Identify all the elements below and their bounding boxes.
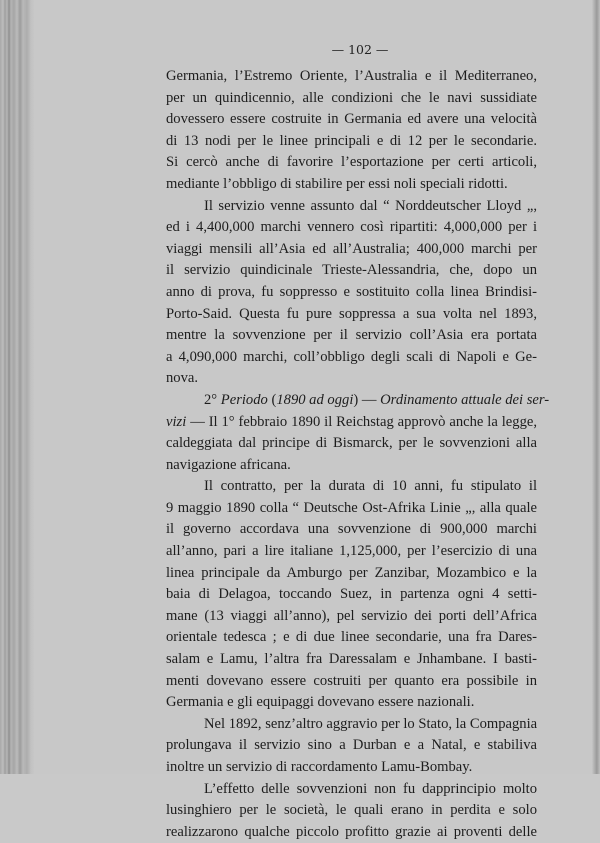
text-line: mane (13 viaggi all’anno), pel servizio dei porti dell’Africa bbox=[166, 607, 537, 624]
body-text bbox=[166, 66, 550, 843]
text-line: prolungava il servizio sino a Durban e a Natal, e stabiliva bbox=[166, 737, 537, 754]
heading-number: 2° bbox=[204, 391, 221, 408]
text-line: baia di Delagoa, toccando Suez, in partenza ogni 4 setti- bbox=[166, 586, 537, 603]
text-line: il servizio quindicinale Trieste-Alessandria, che, dopo un bbox=[166, 262, 537, 279]
page-edge bbox=[592, 0, 600, 774]
text-line: dovessero essere costruite in Germania ed avere una velocità bbox=[166, 111, 537, 128]
text-line: a 4,090,000 marchi, coll’obbligo degli scali di Napoli e Ge- bbox=[166, 348, 537, 365]
text-line: linea principale da Amburgo per Zanzibar, Mozambico e la bbox=[166, 564, 537, 581]
heading-title: Ordinamento attuale dei ser- bbox=[380, 391, 550, 408]
text-line: il governo accordava una sovvenzione di 900,000 marchi bbox=[166, 521, 537, 538]
text-line: di 13 nodi per le linee principali e di 12 per le secondarie. bbox=[166, 132, 537, 149]
text-line: per un quindicennio, alle condizioni che le navi sussidiate bbox=[166, 89, 537, 106]
heading-dates: 1890 ad oggi bbox=[276, 391, 354, 408]
heading-paren-close: ) — bbox=[353, 391, 381, 408]
text-line: realizzarono qualche piccolo profitto grazie ai proventi delle bbox=[166, 823, 537, 840]
heading-period: Periodo bbox=[220, 391, 268, 408]
text-line: orientale tedesca ; e di due linee secondarie, una fra Dares- bbox=[166, 629, 537, 646]
text-line: ed i 4,400,000 marchi vennero così ripartiti: 4,000,000 per i bbox=[166, 219, 537, 236]
text-line: anno di prova, fu soppresso e sostituito colla linea Brindisi- bbox=[166, 283, 537, 300]
text-line: salam e Lamu, l’altra fra Daressalam e Jnhambane. I basti- bbox=[166, 651, 537, 668]
text-line-rest: — Il 1° febbraio 1890 il Reichstag approvò anche la legge, bbox=[186, 413, 537, 430]
text-line: lusinghiero per le società, le quali erano in perdita e solo bbox=[166, 802, 537, 819]
text-line bbox=[166, 412, 537, 434]
text-line: inoltre un servizio di raccordamento Lamu-Bombay. bbox=[166, 759, 473, 775]
text-line: navigazione africana. bbox=[166, 456, 291, 473]
text-line: mentre la sovvenzione per il servizio coll’Asia era portata bbox=[166, 327, 537, 344]
text-line: nova. bbox=[166, 370, 199, 387]
text-line: all’anno, pari a lire italiane 1,125,000, per l’esercizio di una bbox=[166, 543, 537, 560]
text-line: Il servizio venne assunto dal “ Norddeutscher Lloyd „, bbox=[204, 197, 537, 214]
text-line: Il contratto, per la durata di 10 anni, fu stipulato il bbox=[204, 478, 537, 495]
heading-title-end: vizi bbox=[166, 413, 187, 430]
section-heading-line bbox=[166, 390, 550, 412]
book-spine-binding bbox=[0, 0, 34, 774]
text-line: Germania e gli equipaggi dovevano essere nazionali. bbox=[166, 694, 475, 711]
text-line: Germania, l’Estremo Oriente, l’Australia e il Mediterraneo, bbox=[166, 68, 537, 84]
page-number: — 102 — bbox=[331, 42, 389, 57]
text-line: 9 maggio 1890 colla “ Deutsche Ost-Afrika Linie „, alla quale bbox=[166, 499, 537, 516]
text-line: Nel 1892, senz’altro aggravio per lo Stato, la Compagnia bbox=[204, 715, 538, 732]
text-line: L’effetto delle sovvenzioni non fu dapprincipio molto bbox=[204, 780, 537, 797]
text-line: Si cercò anche di favorire l’esportazione per certi articoli, bbox=[166, 154, 537, 171]
text-line: caldeggiata dal principe di Bismarck, per le sovvenzioni alla bbox=[166, 435, 537, 452]
text-line: Porto-Said. Questa fu pure soppressa a sua volta nel 1893, bbox=[166, 305, 537, 322]
heading-paren-open: ( bbox=[267, 391, 277, 408]
text-line: menti dovevano essere costruiti per quanto era possibile in bbox=[166, 672, 537, 689]
text-line: viaggi mensili all’Asia ed all’Australia; 400,000 marchi per bbox=[166, 240, 537, 257]
text-line: mediante l’obbligo di stabilire per essi noli speciali ridotti. bbox=[166, 175, 508, 192]
